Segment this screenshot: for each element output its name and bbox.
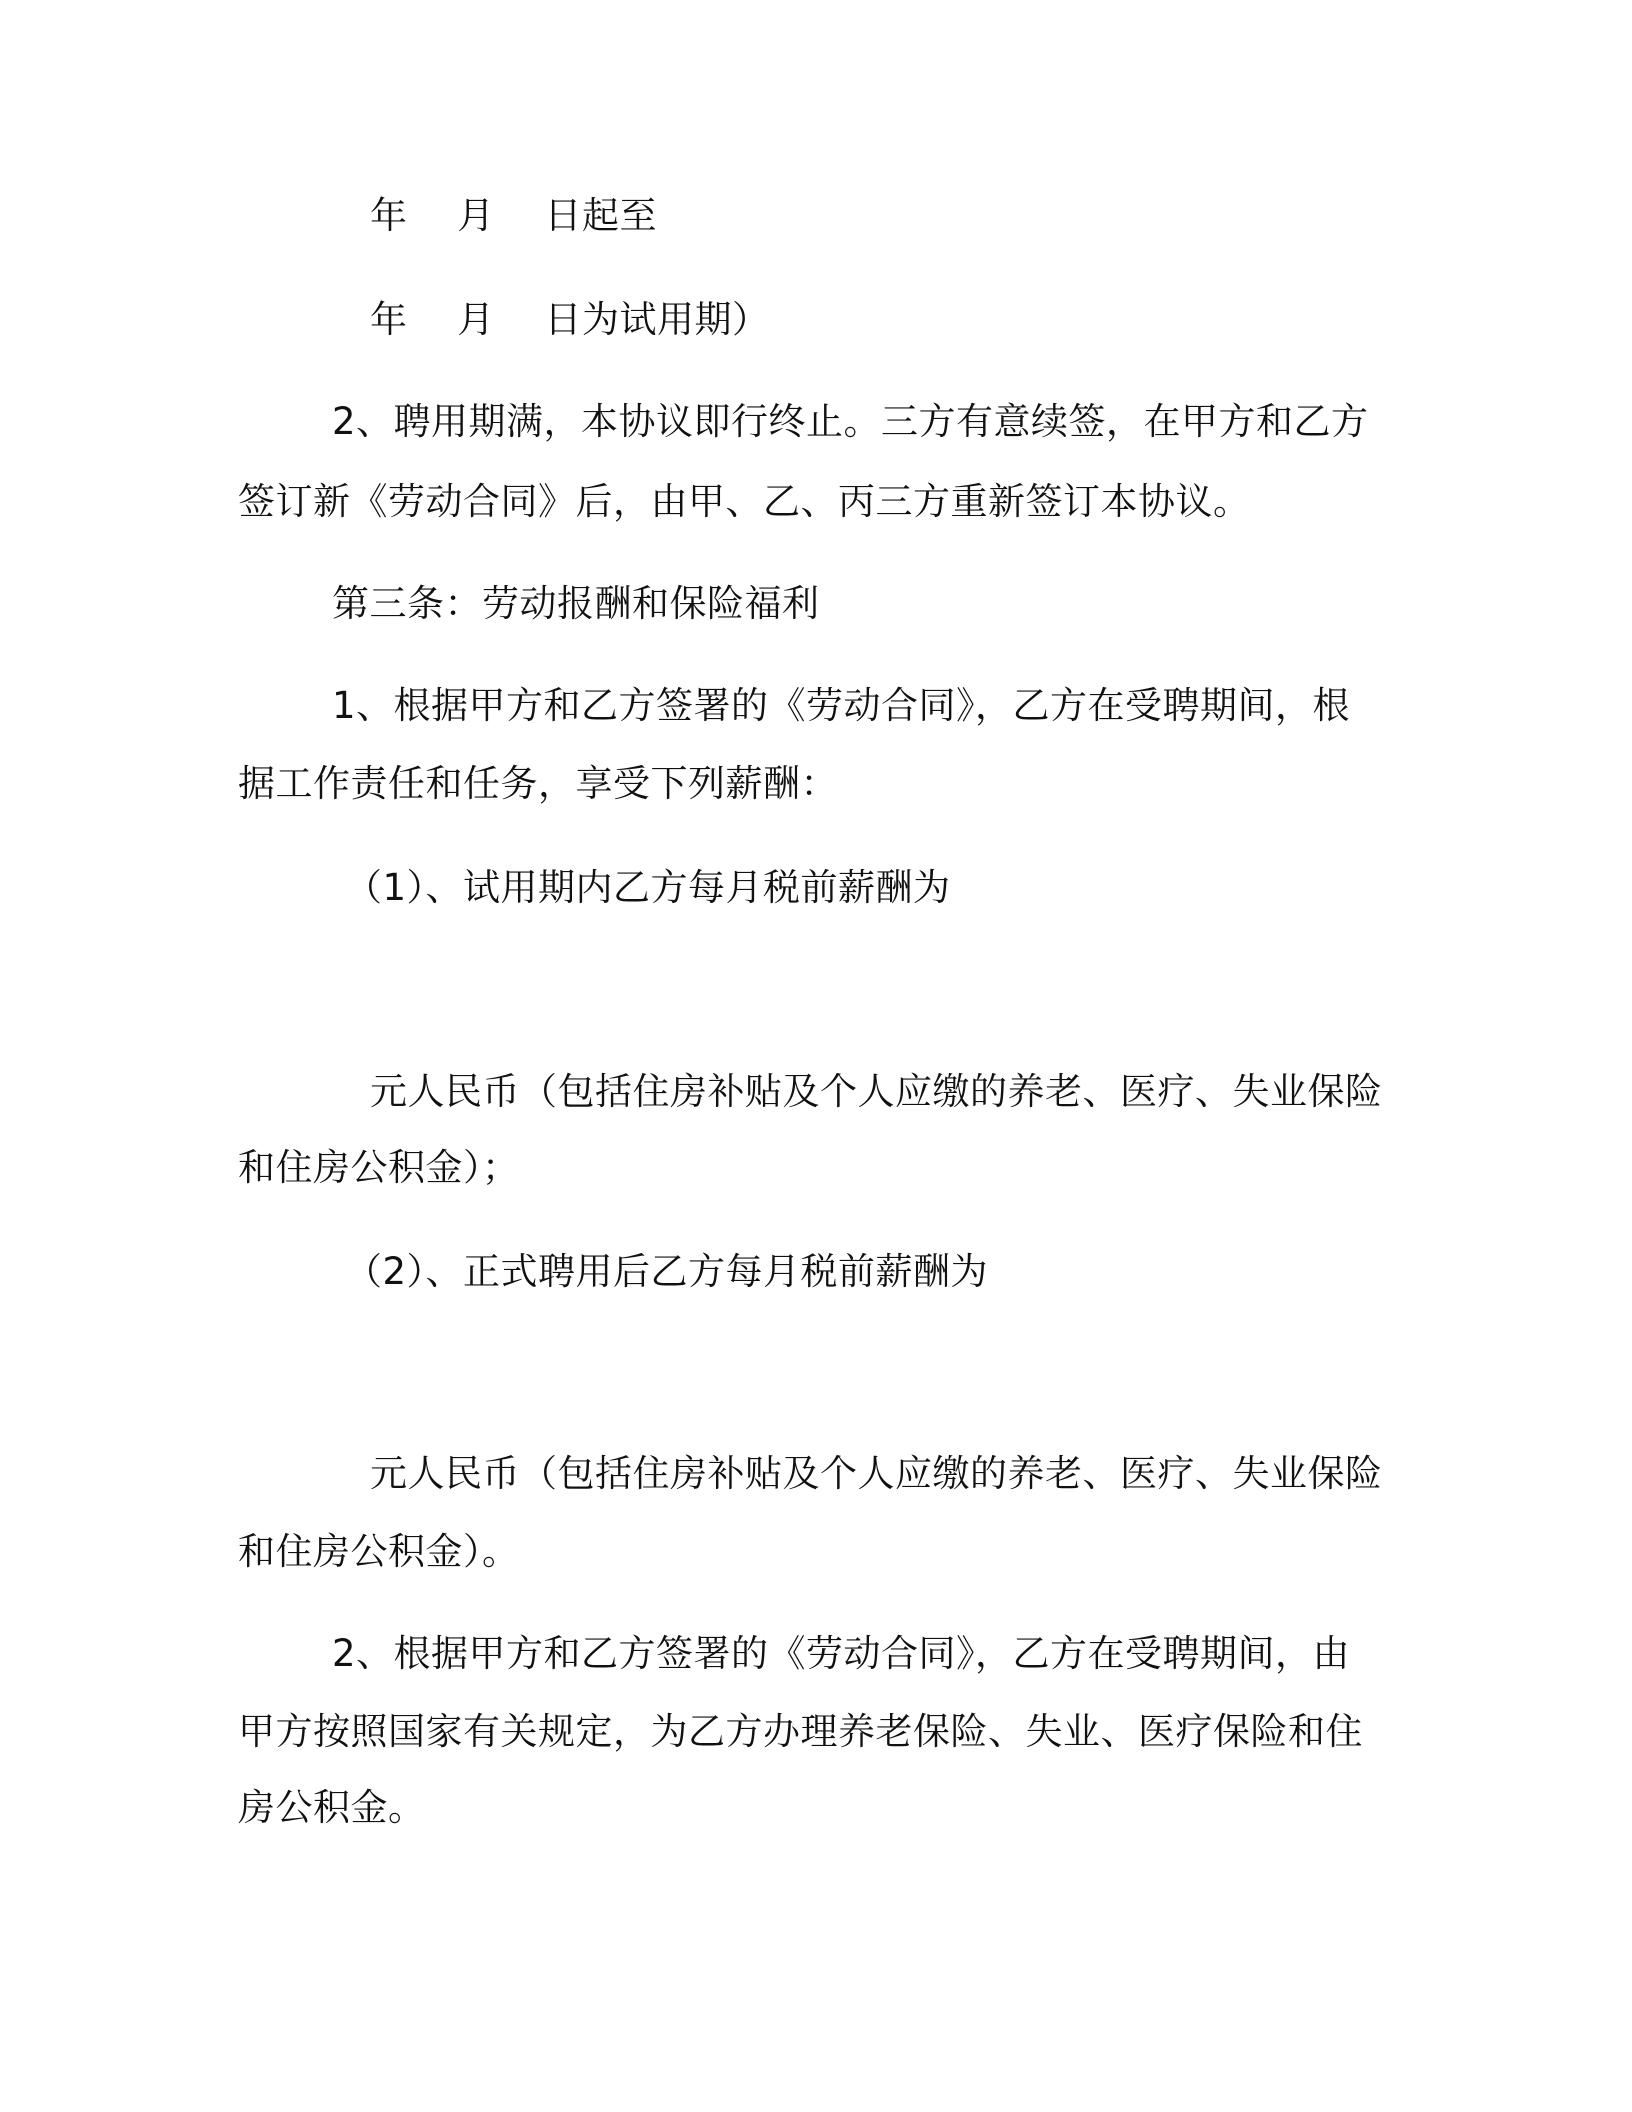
formal-salary-detail-line-1: 元人民币（包括住房补贴及个人应缴的养老、医疗、失业保险 xyxy=(370,1452,1383,1495)
probation-salary-detail-line-1: 元人民币（包括住房补贴及个人应缴的养老、医疗、失业保险 xyxy=(370,1070,1383,1113)
article-3-item-1-line-1: 1、根据甲方和乙方签署的《劳动合同》，乙方在受聘期间，根 xyxy=(332,684,1351,727)
article-3-item-2-line-2: 甲方按照国家有关规定，为乙方办理养老保险、失业、医疗保险和住 xyxy=(238,1710,1363,1753)
article-3-heading: 第三条：劳动报酬和保险福利 xyxy=(332,582,820,625)
formal-salary-line: （2）、正式聘用后乙方每月税前薪酬为 xyxy=(345,1250,989,1293)
formal-salary-detail-line-2: 和住房公积金）。 xyxy=(238,1530,520,1573)
clause-2-line-2: 签订新《劳动合同》后，由甲、乙、丙三方重新签订本协议。 xyxy=(238,480,1251,523)
probation-end-date-line: 年 月 日为试用期） xyxy=(370,298,770,341)
article-3-item-2-line-1: 2、根据甲方和乙方签署的《劳动合同》，乙方在受聘期间，由 xyxy=(332,1632,1351,1675)
article-3-item-1-line-2: 据工作责任和任务，享受下列薪酬： xyxy=(238,762,838,805)
probation-salary-detail-line-2: 和住房公积金）； xyxy=(238,1146,520,1189)
clause-2-line-1: 2、聘用期满，本协议即行终止。三方有意续签，在甲方和乙方 xyxy=(332,400,1369,443)
article-3-item-2-line-3: 房公积金。 xyxy=(238,1786,426,1829)
probation-start-date-line: 年 月 日起至 xyxy=(370,194,658,237)
probation-salary-line: （1）、试用期内乙方每月税前薪酬为 xyxy=(345,866,951,909)
